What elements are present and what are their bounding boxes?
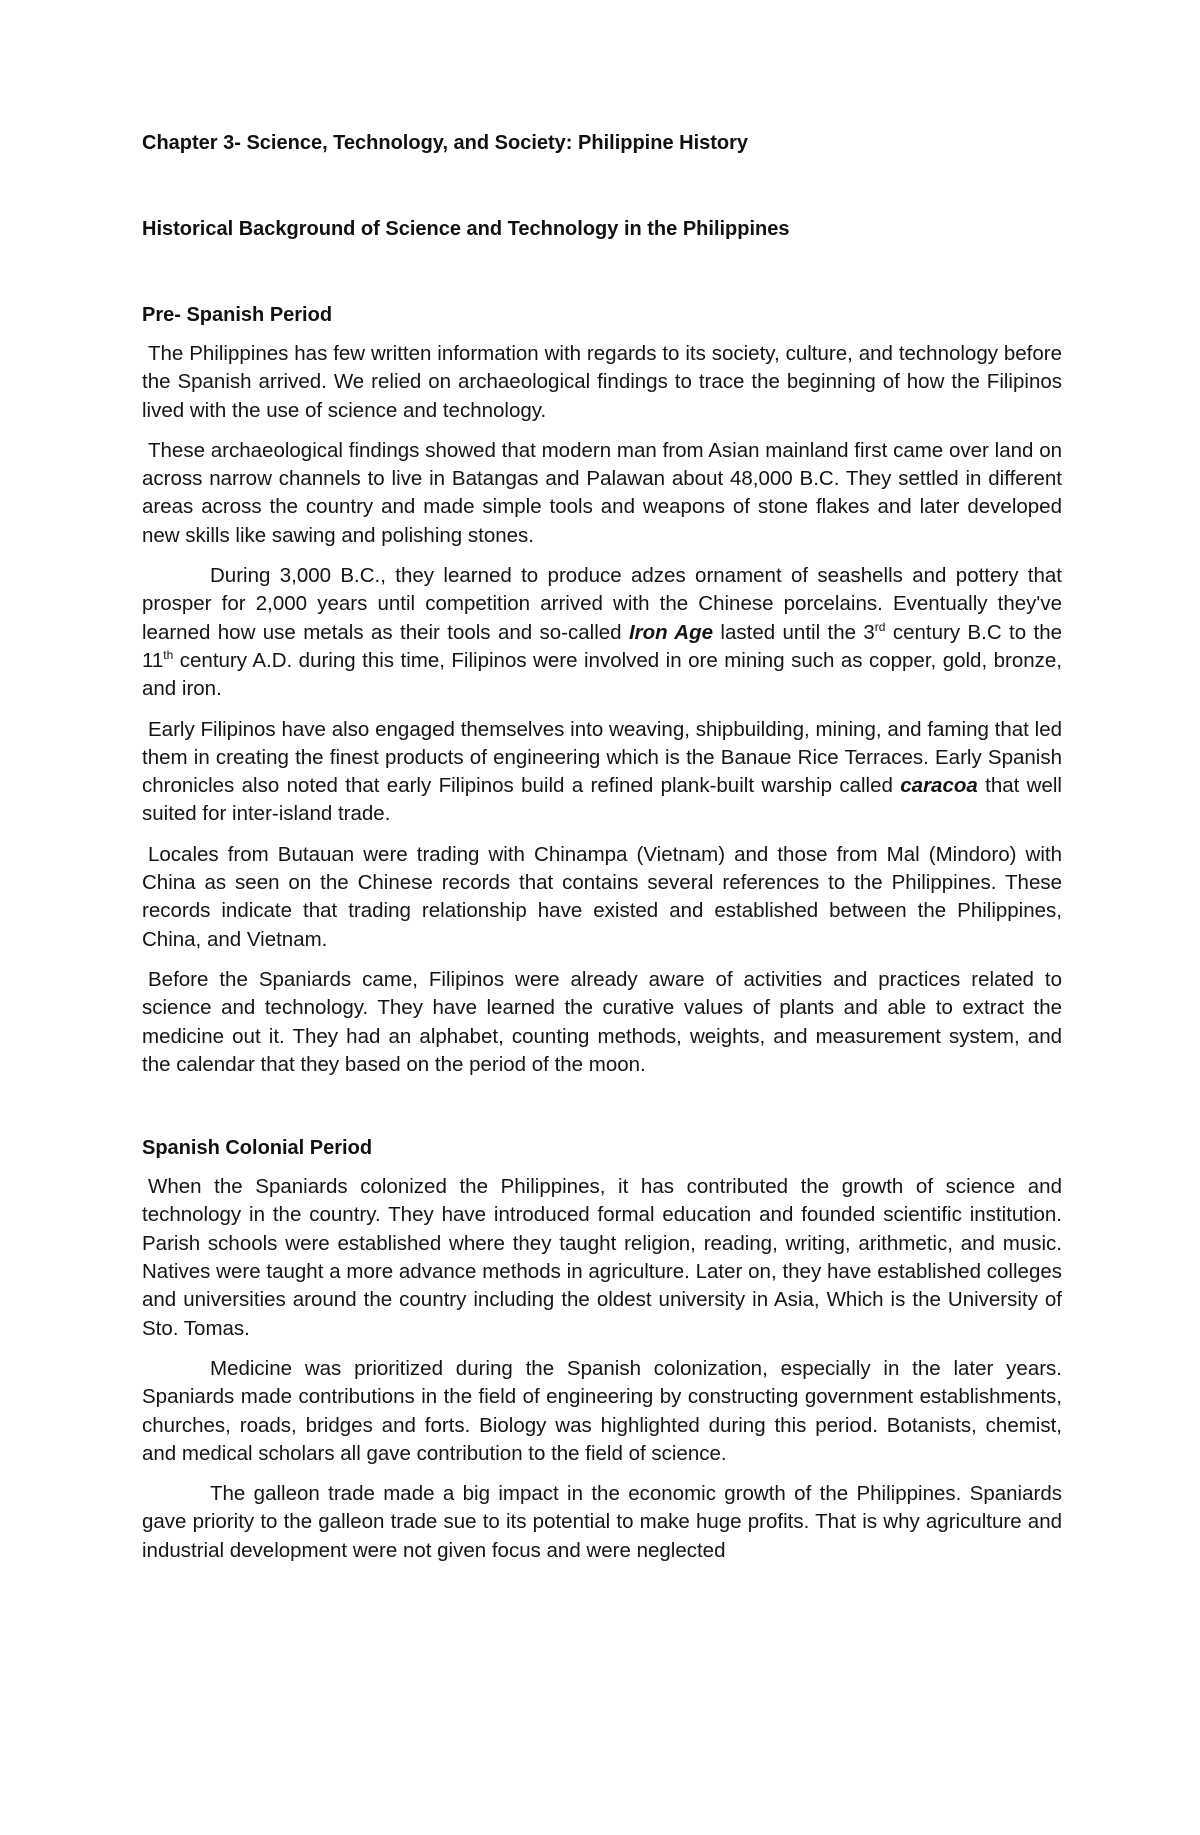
pre-spanish-paragraph-6: Before the Spaniards came, Filipinos were already aware of activities and practices related to science and technology. They have learned the curative values of plants and able to extract the medicine out it. They had an alphabet, counting methods, weights, and measurement system, and the calendar that they based on the period of the moon. xyxy=(142,967,1062,1076)
ordinal-rd: rd xyxy=(874,619,886,634)
p4-text-a: Early Filipinos have also engaged themselves into weaving, shipbuilding, mining, and faming that led them in creating the finest products of engineering which is the Banaue Rice Terraces. Early Spanish chronicles also noted that early Filipinos build a refined plank-built warship called xyxy=(142,717,1062,798)
pre-spanish-paragraph-2: These archaeological findings showed that modern man from Asian mainland first came over land on across narrow channels to live in Batangas and Palawan about 48,000 B.C. They settled in different areas across the country and made simple tools and weapons of stone flakes and later developed new skills like sawing and polishing stones. xyxy=(142,438,1062,547)
pre-spanish-heading: Pre- Spanish Period xyxy=(142,304,333,326)
chapter-title: Chapter 3- Science, Technology, and Society: Philippine History xyxy=(142,132,749,154)
pre-spanish-section xyxy=(142,300,1062,1079)
p3-text-g: century A.D. during this time, Filipinos were involved in ore mining such as copper, gold, bronze, and iron. xyxy=(142,648,1062,701)
p3-text-a: During 3,000 B.C., they learned to produce adzes ornament of seashells and pottery that prosper for 2,000 years until competition arrived with the Chinese porcelains. Eventually they've learned how use metals as their tools and so-called xyxy=(142,564,1062,644)
ordinal-th: th xyxy=(163,648,174,663)
section-spacer xyxy=(142,1091,1062,1133)
page-content xyxy=(142,128,1062,1577)
spanish-paragraph-2: Medicine was prioritized during the Spanish colonization, especially in the later years. Spaniards made contributions in the field of engineering by constructing government establishments, churches, roads, bridges and forts. Biology was highlighted during this period. Botanists, chemist, and medical scholars all gave contribution to the field of science. xyxy=(142,1356,1062,1465)
pre-spanish-paragraph-3 xyxy=(142,562,1062,703)
spanish-paragraph-1: When the Spaniards colonized the Philippines, it has contributed the growth of science and technology in the country. They have introduced formal education and founded scientific institution. Parish schools were established where they taught religion, reading, writing, arithmetic, and music. Natives were taught a more advance methods in agriculture. Later on, they have established colleges and universities around the country including the oldest university in Asia, Which is the University of Sto. Tomas. xyxy=(142,1175,1062,1340)
pre-spanish-paragraph-1: The Philippines has few written information with regards to its society, culture, and technology before the Spanish arrived. We relied on archaeological findings to trace the beginning of how the Filipinos lived with the use of science and technology. xyxy=(142,342,1062,422)
pre-spanish-paragraph-4 xyxy=(142,716,1062,829)
pre-spanish-paragraph-5: Locales from Butauan were trading with Chinampa (Vietnam) and those from Mal (Mindoro) with China as seen on the Chinese records that contains several references to the Philippines. These records indicate that trading relationship have existed and established between the Philippines, China, and Vietnam. xyxy=(142,842,1062,951)
p4-text-c: that well suited for inter-island trade. xyxy=(142,774,1062,826)
spanish-paragraph-3: The galleon trade made a big impact in the economic growth of the Philippines. Spaniards gave priority to the galleon trade sue to its potential to make huge profits. That is why agriculture and industrial development were not given focus and were neglected xyxy=(142,1482,1062,1562)
spanish-heading: Spanish Colonial Period xyxy=(142,1137,373,1160)
spanish-section xyxy=(142,1133,1062,1565)
main-heading: Historical Background of Science and Technology in the Philippines xyxy=(142,218,790,240)
iron-age-term: Iron Age xyxy=(628,620,714,644)
p3-text-e: century B.C to the 11 xyxy=(142,620,1062,672)
caracoa-term: caracoa xyxy=(900,774,978,798)
p3-text-c: lasted until the 3 xyxy=(713,620,875,644)
